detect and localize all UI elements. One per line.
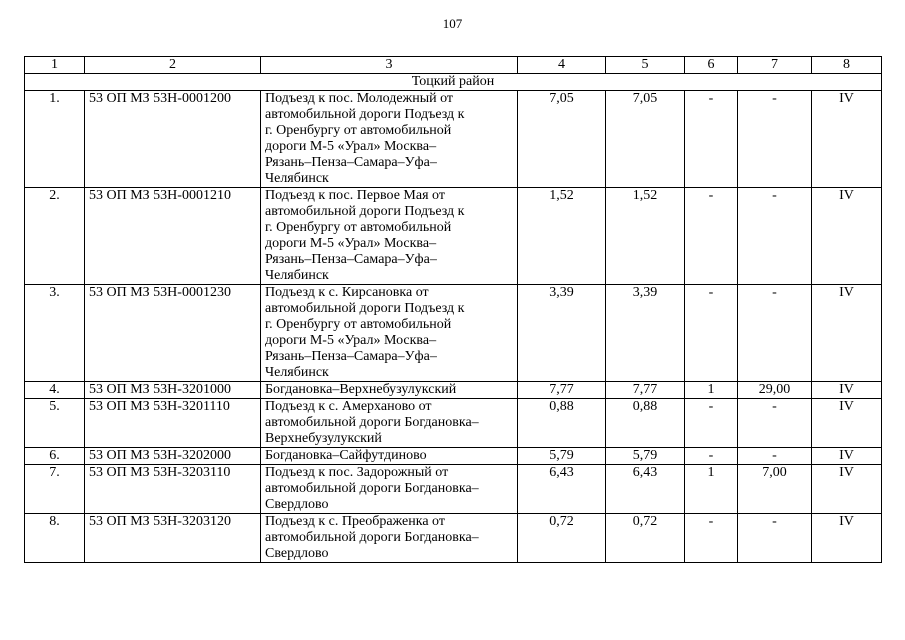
road-name-line: г. Оренбургу от автомобильной [265,123,452,138]
road-id-code: 53 ОП МЗ 53Н-3203110 [85,465,261,514]
road-name-line: Подъезд к пос. Первое Мая от [265,188,445,203]
column-header: 2 [85,57,261,74]
bridge-length: - [738,448,812,465]
road-id-code: 53 ОП МЗ 53Н-0001200 [85,91,261,188]
length-regional: 6,43 [606,465,685,514]
column-header: 1 [25,57,85,74]
road-category: IV [812,285,882,382]
district-name: Тоцкий район [25,74,882,91]
column-header: 7 [738,57,812,74]
length-regional: 0,88 [606,399,685,448]
column-number-row [25,57,882,74]
row-number: 1. [25,91,85,188]
row-number: 4. [25,382,85,399]
column-header: 4 [518,57,606,74]
row-number: 5. [25,399,85,448]
road-name [261,465,518,514]
road-name-line: Богдановка–Сайфутдиново [265,448,427,463]
bridge-count: - [685,188,738,285]
bridge-count: - [685,285,738,382]
road-name-line: Подъезд к пос. Задорожный от [265,465,449,480]
road-name-line: г. Оренбургу от автомобильной [265,220,452,235]
row-number: 2. [25,188,85,285]
road-name-line: автомобильной дороги Богдановка– [265,530,479,545]
table-row [25,514,882,563]
road-id-code: 53 ОП МЗ 53Н-3203120 [85,514,261,563]
road-name-line: Челябинск [265,365,329,380]
bridge-length: - [738,91,812,188]
table-row [25,465,882,514]
road-name-line: Свердлово [265,497,329,512]
road-category: IV [812,91,882,188]
bridge-length: - [738,285,812,382]
length-total: 1,52 [518,188,606,285]
bridge-count: - [685,514,738,563]
road-name [261,399,518,448]
length-total: 0,72 [518,514,606,563]
road-category: IV [812,382,882,399]
row-number: 8. [25,514,85,563]
table-row [25,382,882,399]
road-name-line: Подъезд к с. Преображенка от [265,514,445,529]
road-name-line: Подъезд к с. Кирсановка от [265,285,429,300]
row-number: 3. [25,285,85,382]
road-name-line: автомобильной дороги Подъезд к [265,301,465,316]
bridge-count: - [685,91,738,188]
page-number: 107 [442,16,463,31]
table-row [25,448,882,465]
bridge-count: - [685,399,738,448]
road-name-line: дороги М-5 «Урал» Москва– [265,139,437,154]
length-total: 0,88 [518,399,606,448]
bridge-length: 29,00 [738,382,812,399]
row-number: 7. [25,465,85,514]
district-row [25,74,882,91]
row-number: 6. [25,448,85,465]
road-name [261,514,518,563]
length-regional: 7,77 [606,382,685,399]
length-regional: 0,72 [606,514,685,563]
length-regional: 7,05 [606,91,685,188]
bridge-count: 1 [685,465,738,514]
column-header: 6 [685,57,738,74]
road-id-code: 53 ОП МЗ 53Н-0001210 [85,188,261,285]
road-name [261,448,518,465]
road-name-line: Челябинск [265,268,329,283]
road-id-code: 53 ОП МЗ 53Н-3202000 [85,448,261,465]
road-name-line: автомобильной дороги Богдановка– [265,481,479,496]
bridge-length: - [738,399,812,448]
road-name-line: дороги М-5 «Урал» Москва– [265,333,437,348]
bridge-count: - [685,448,738,465]
length-total: 6,43 [518,465,606,514]
road-name-line: автомобильной дороги Богдановка– [265,415,479,430]
column-header: 3 [261,57,518,74]
length-regional: 3,39 [606,285,685,382]
road-name-line: автомобильной дороги Подъезд к [265,204,465,219]
table-row [25,91,882,188]
road-name [261,91,518,188]
road-category: IV [812,399,882,448]
length-total: 7,77 [518,382,606,399]
length-regional: 5,79 [606,448,685,465]
road-name-line: Богдановка–Верхнебузулукский [265,382,457,397]
road-name [261,285,518,382]
table-row [25,399,882,448]
road-name-line: Рязань–Пенза–Самара–Уфа– [265,349,437,364]
table-row [25,188,882,285]
bridge-count: 1 [685,382,738,399]
road-category: IV [812,448,882,465]
road-name-line: Верхнебузулукский [265,431,382,446]
road-category: IV [812,514,882,563]
road-name [261,382,518,399]
roads-table [24,56,882,563]
bridge-length: - [738,188,812,285]
road-name-line: Рязань–Пенза–Самара–Уфа– [265,155,437,170]
road-name-line: Челябинск [265,171,329,186]
bridge-length: - [738,514,812,563]
road-name-line: дороги М-5 «Урал» Москва– [265,236,437,251]
road-id-code: 53 ОП МЗ 53Н-3201000 [85,382,261,399]
road-name-line: Подъезд к с. Амерханово от [265,399,432,414]
length-total: 3,39 [518,285,606,382]
length-regional: 1,52 [606,188,685,285]
road-id-code: 53 ОП МЗ 53Н-3201110 [85,399,261,448]
column-header: 8 [812,57,882,74]
length-total: 5,79 [518,448,606,465]
road-name-line: Свердлово [265,546,329,561]
road-category: IV [812,188,882,285]
road-name [261,188,518,285]
road-name-line: Подъезд к пос. Молодежный от [265,91,454,106]
bridge-length: 7,00 [738,465,812,514]
road-name-line: автомобильной дороги Подъезд к [265,107,465,122]
column-header: 5 [606,57,685,74]
road-id-code: 53 ОП МЗ 53Н-0001230 [85,285,261,382]
road-name-line: Рязань–Пенза–Самара–Уфа– [265,252,437,267]
table-row [25,285,882,382]
length-total: 7,05 [518,91,606,188]
road-name-line: г. Оренбургу от автомобильной [265,317,452,332]
road-category: IV [812,465,882,514]
